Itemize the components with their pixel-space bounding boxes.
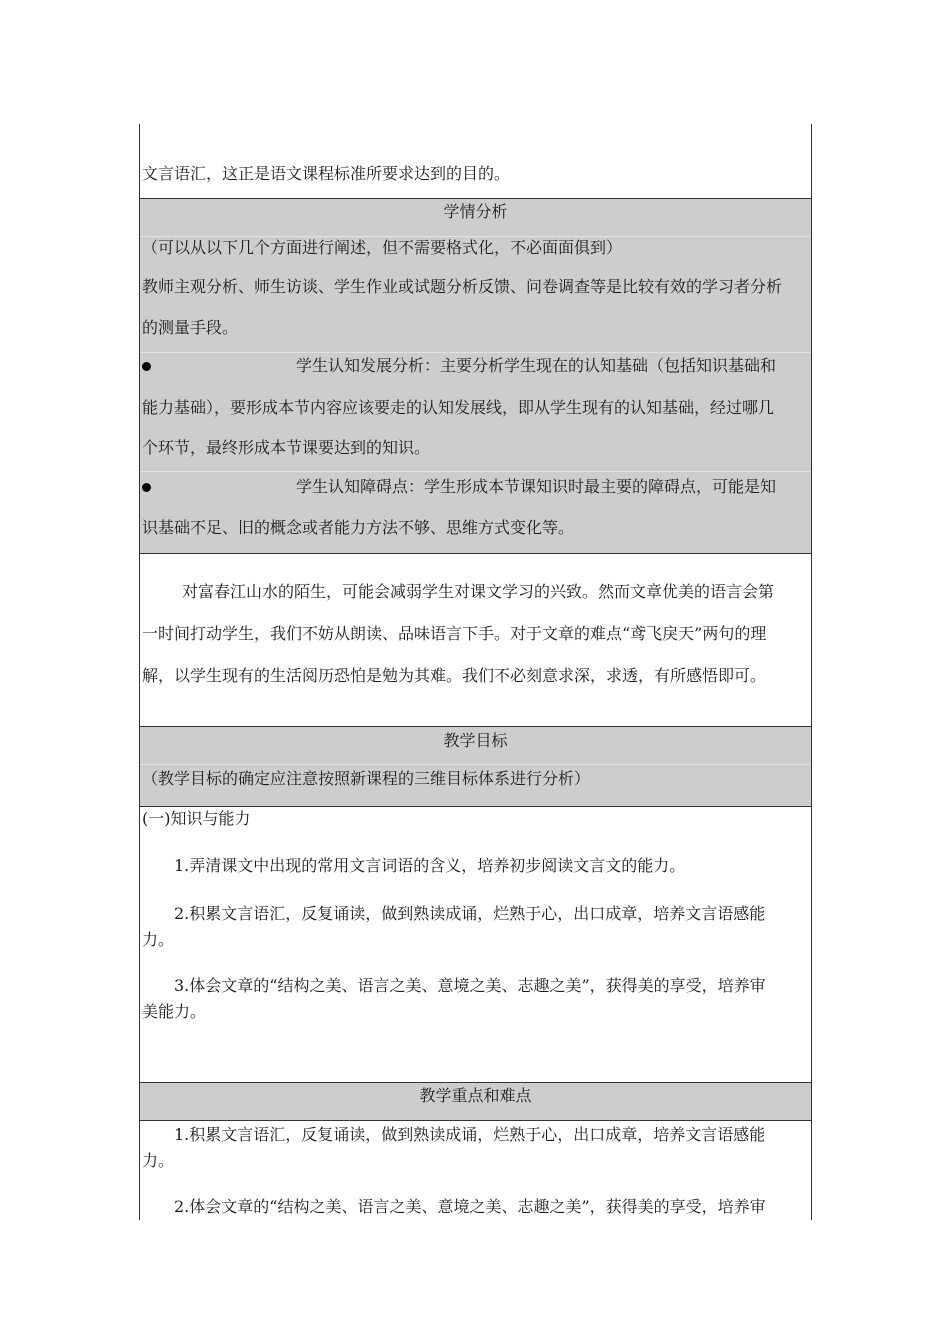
learner-analysis-method: 的测量手段。 <box>142 318 239 337</box>
goal-item: 3.体会文章的“结构之美、语言之美、意境之美、志趣之美”，获得美的享受，培养审 <box>174 976 766 995</box>
learner-analysis-title: 学情分析 <box>443 202 508 221</box>
key-points-title: 教学重点和难点 <box>419 1086 532 1105</box>
cognitive-obstacle-text: 学生认知障碍点：学生形成本节课知识时最主要的障碍点，可能是知 <box>296 477 777 496</box>
goal-item: 1.弄清课文中出现的常用文言词语的含义，培养初步阅读文言文的能力。 <box>174 856 686 875</box>
goal-item: 力。 <box>142 930 175 949</box>
key-point-item: 1.积累文言语汇，反复诵读，做到熟读成诵，烂熟于心，出口成章，培养文言语感能 <box>174 1125 766 1144</box>
goal-item: 美能力。 <box>142 1002 207 1021</box>
learner-analysis-body: 对富春江山水的陌生，可能会减弱学生对课文学习的兴致。然而文章优美的语言会第 <box>182 582 775 601</box>
cognitive-obstacle-text: 识基础不足、旧的概念或者能力方法不够、思维方式变化等。 <box>142 518 575 537</box>
teaching-goals-title: 教学目标 <box>443 731 508 750</box>
bullet-icon <box>142 483 151 492</box>
bullet-icon <box>142 362 151 371</box>
goal-item: 2.积累文言语汇，反复诵读，做到熟读成诵，烂熟于心，出口成章，培养文言语感能 <box>174 904 766 923</box>
intro-text: 文言语汇，这正是语文课程标准所要求达到的目的。 <box>142 164 511 183</box>
row-divider <box>140 553 811 554</box>
key-point-item: 力。 <box>142 1151 175 1170</box>
learner-analysis-body: 一时间打动学生，我们不妨从朗读、品味语言下手。对于文章的难点“鸢飞戾天”两句的理 <box>142 624 767 643</box>
key-point-item: 2.体会文章的“结构之美、语言之美、意境之美、志趣之美”，获得美的享受，培养审 <box>174 1197 766 1216</box>
learner-analysis-method: 教师主观分析、师生访谈、学生作业或试题分析反馈、问卷调查等是比较有效的学习者分析 <box>142 277 783 296</box>
cognitive-development-text: 能力基础），要形成本节内容应该要走的认知发展线，即从学生现有的认知基础，经过哪几 <box>142 398 775 417</box>
row-divider <box>140 1120 811 1121</box>
cognitive-development-text: 个环节，最终形成本节课要达到的知识。 <box>142 438 431 457</box>
learner-analysis-note: （可以从以下几个方面进行阐述，但不需要格式化，不必面面俱到） <box>142 238 623 257</box>
row-divider <box>140 806 811 807</box>
cognitive-development-text: 学生认知发展分析：主要分析学生现在的认知基础（包括知识基础和 <box>296 356 777 375</box>
row-separator <box>140 471 811 472</box>
row-separator <box>140 764 811 765</box>
teaching-goals-note: （教学目标的确定应注意按照新课程的三维目标体系进行分析） <box>142 769 591 788</box>
row-separator <box>140 236 811 237</box>
lesson-plan-table <box>139 124 812 1220</box>
goals-subhead: (一)知识与能力 <box>142 809 251 828</box>
row-separator <box>140 352 811 353</box>
learner-analysis-body: 解，以学生现有的生活阅历恐怕是勉为其难。我们不必刻意求深，求透，有所感悟即可。 <box>142 666 767 685</box>
